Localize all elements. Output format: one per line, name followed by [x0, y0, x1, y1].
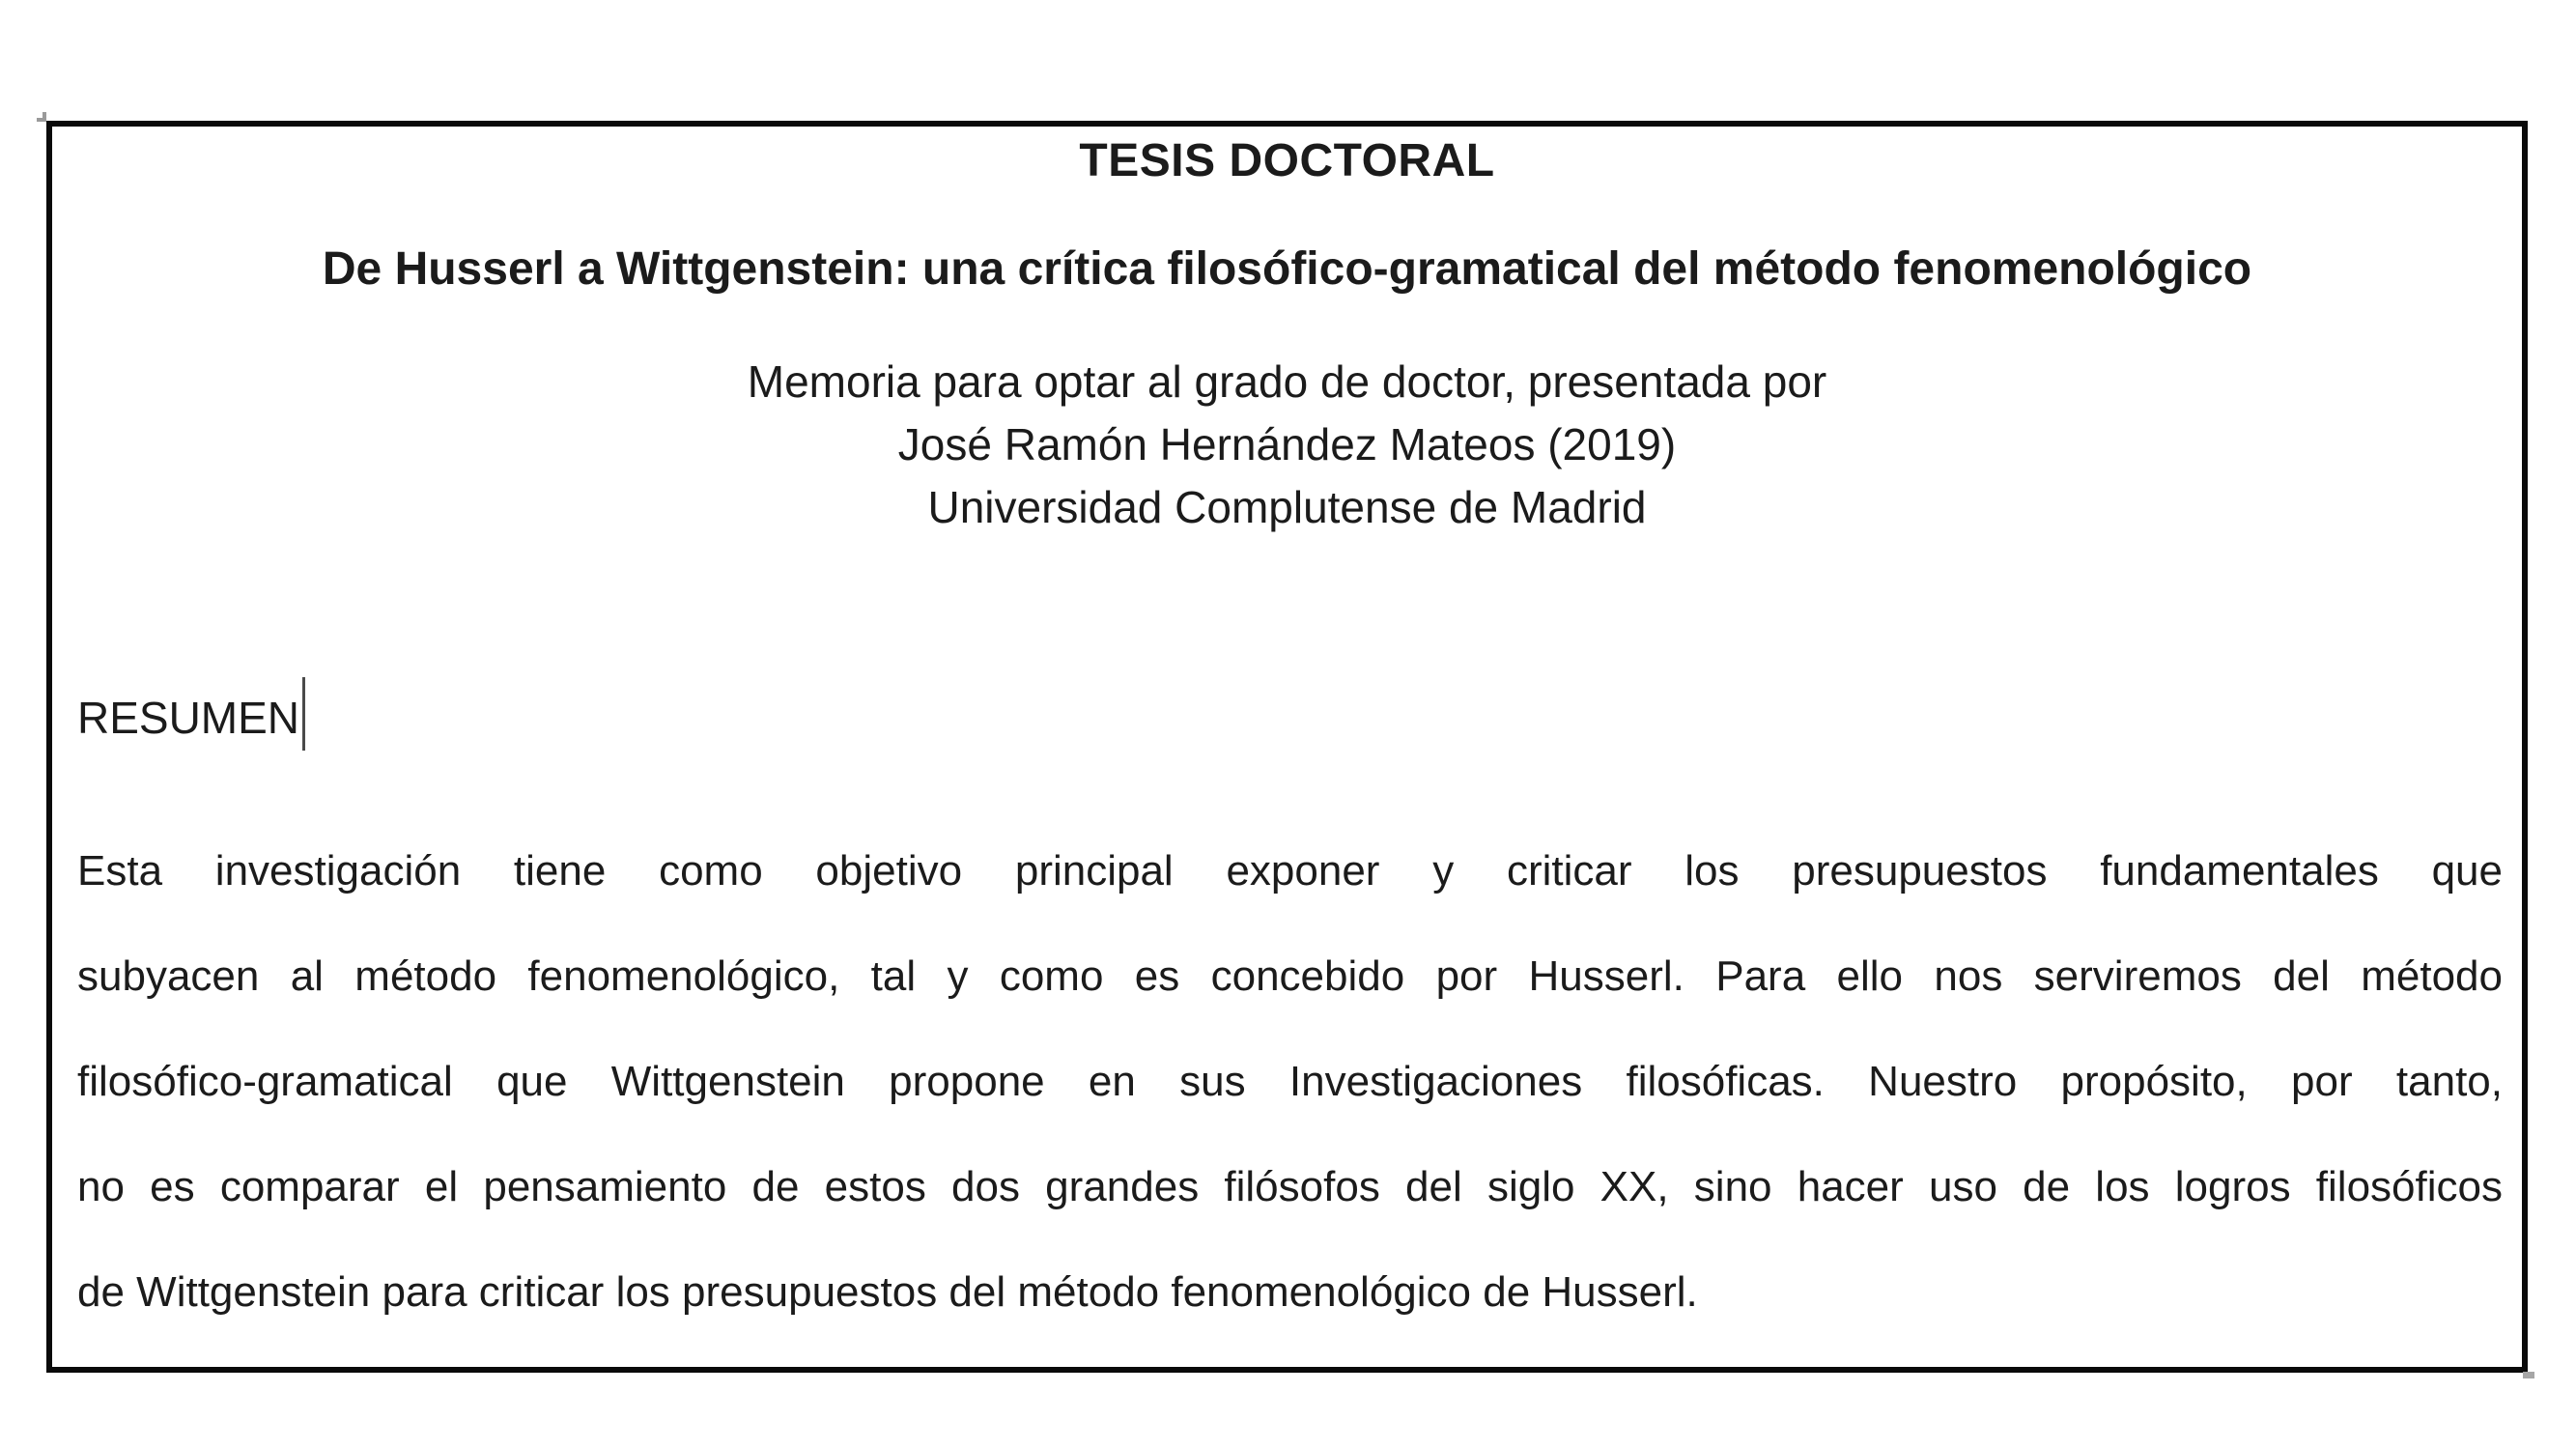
resize-handle-bottom-right	[2523, 1372, 2534, 1378]
abstract-line: de Wittgenstein para criticar los presupuestos del método fenomenológico de Husserl.	[77, 1268, 1698, 1316]
abstract-paragraph	[77, 818, 2503, 1345]
abstract-line: subyacen al método fenomenológico, tal y como es concebido por Husserl. Para ello nos serviremos del método	[77, 952, 2503, 1000]
abstract-line: Esta investigación tiene como objetivo principal exponer y criticar los presupuestos fundamentales que	[77, 847, 2503, 895]
text-cursor	[302, 677, 305, 751]
document-text-frame[interactable]	[46, 121, 2528, 1373]
abstract-line: filosófico-gramatical que Wittgenstein propone en sus Investigaciones filosóficas. Nuestro propósito, por tanto,	[77, 1058, 2503, 1105]
byline-line: Universidad Complutense de Madrid	[927, 482, 1647, 532]
page-corner-mark-top-left	[37, 112, 46, 122]
thesis-title: De Husserl a Wittgenstein: una crítica filosófico-gramatical del método fenomenológico	[322, 243, 2252, 295]
abstract-line: no es comparar el pensamiento de estos dos grandes filósofos del siglo XX, sino hacer uso de los logros filosóficos	[77, 1163, 2503, 1210]
byline-line: Memoria para optar al grado de doctor, presentada por	[747, 356, 1827, 407]
byline-line: José Ramón Hernández Mateos (2019)	[897, 419, 1677, 469]
document-heading: TESIS DOCTORAL	[1079, 135, 1495, 186]
abstract-section-heading: RESUMEN	[77, 693, 300, 743]
byline-block	[52, 351, 2522, 539]
abstract-section	[77, 677, 305, 751]
